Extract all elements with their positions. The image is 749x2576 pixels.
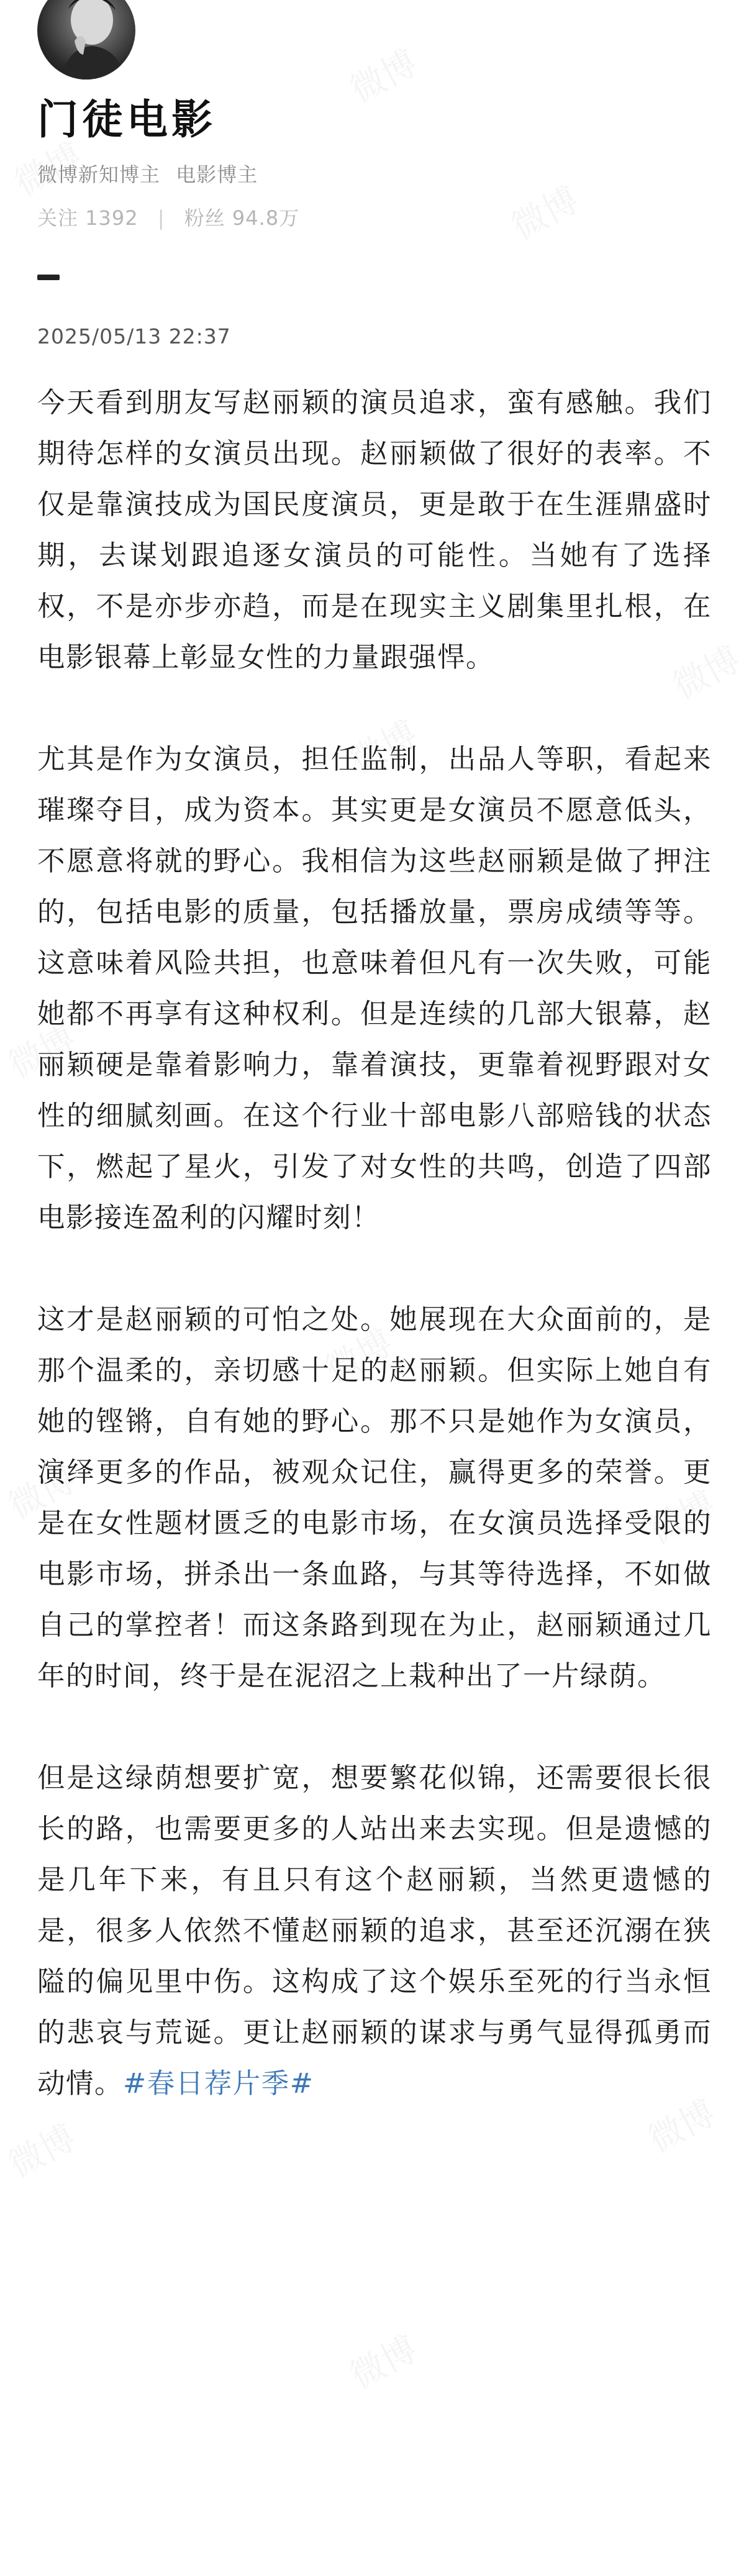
avatar[interactable] <box>37 0 135 80</box>
profile-header <box>37 96 300 231</box>
avatar-portrait-icon <box>37 0 135 80</box>
hashtag-link[interactable]: #春日荐片季# <box>123 2068 314 2100</box>
section-divider <box>37 275 60 280</box>
stats-divider: | <box>157 206 165 230</box>
post-paragraph-3: 这才是赵丽颖的可怕之处。她展现在大众面前的，是那个温柔的，亲切感十足的赵丽颖。但实际上她自有她的铿锵，自有她的野心。那不只是她作为女演员，演绎更多的作品，被观众记住，赢得更多的荣誉。更是在女性题材匮乏的电影市场，在女演员选择受限的电影市场，拼杀出一条血路，与其等待选择，不如做自己的掌控者！而这条路到现在为止，赵丽颖通过几年的时间，终于是在泥沼之上栽种出了一片绿荫。 <box>37 1304 712 1692</box>
post-paragraph-4-text: 但是这绿荫想要扩宽，想要繁花似锦，还需要很长很长的路，也需要更多的人站出来去实现。但是遗憾的是几年下来，有且只有这个赵丽颖，当然更遗憾的是，很多人依然不懂赵丽颖的追求，甚至还沉溺在狭隘的偏见里中伤。这构成了这个娱乐至死的行当永恒的悲哀与荒诞。更让赵丽颖的谋求与勇气显得孤勇而动情。 <box>37 1762 712 2100</box>
post-timestamp: 2025/05/13 22:37 <box>37 324 231 348</box>
badge-film-blogger: 电影博主 <box>176 163 258 186</box>
account-stats <box>37 203 299 231</box>
badge-knowledge-blogger: 微博新知博主 <box>37 163 161 186</box>
watermark <box>340 2322 425 2398</box>
post-paragraph-1: 今天看到朋友写赵丽颖的演员追求，蛮有感触。我们期待怎样的女演员出现。赵丽颖做了很好的表率。不仅是靠演技成为国民度演员，更是敢于在生涯鼎盛时期，去谋划跟追逐女演员的可能性。当她有了选择权，不是亦步亦趋，而是在现实主义剧集里扎根，在电影银幕上彰显女性的力量跟强悍。 <box>37 387 712 673</box>
followers-count[interactable]: 粉丝 94.8万 <box>184 206 300 230</box>
account-name[interactable]: 门徒电影 <box>37 96 216 143</box>
post-paragraph-4 <box>37 1753 712 2109</box>
account-badges <box>37 159 299 188</box>
following-count[interactable]: 关注 1392 <box>37 206 138 230</box>
watermark <box>340 36 425 112</box>
post-body <box>37 378 712 2160</box>
post-paragraph-2: 尤其是作为女演员，担任监制，出品人等职，看起来璀璨夺目，成为资本。其实更是女演员不愿意低头，不愿意将就的野心。我相信为这些赵丽颖是做了押注的，包括电影的质量，包括播放量，票房成绩等等。这意味着风险共担，也意味着但凡有一次失败，可能她都不再享有这种权利。但是连续的几部大银幕，赵丽颖硬是靠着影响力，靠着演技，更靠着视野跟对女性的细腻刻画。在这个行业十部电影八部赔钱的状态下，燃起了星火，引发了对女性的共鸣，创造了四部电影接连盈利的闪耀时刻！ <box>37 744 712 1234</box>
watermark <box>502 173 586 249</box>
